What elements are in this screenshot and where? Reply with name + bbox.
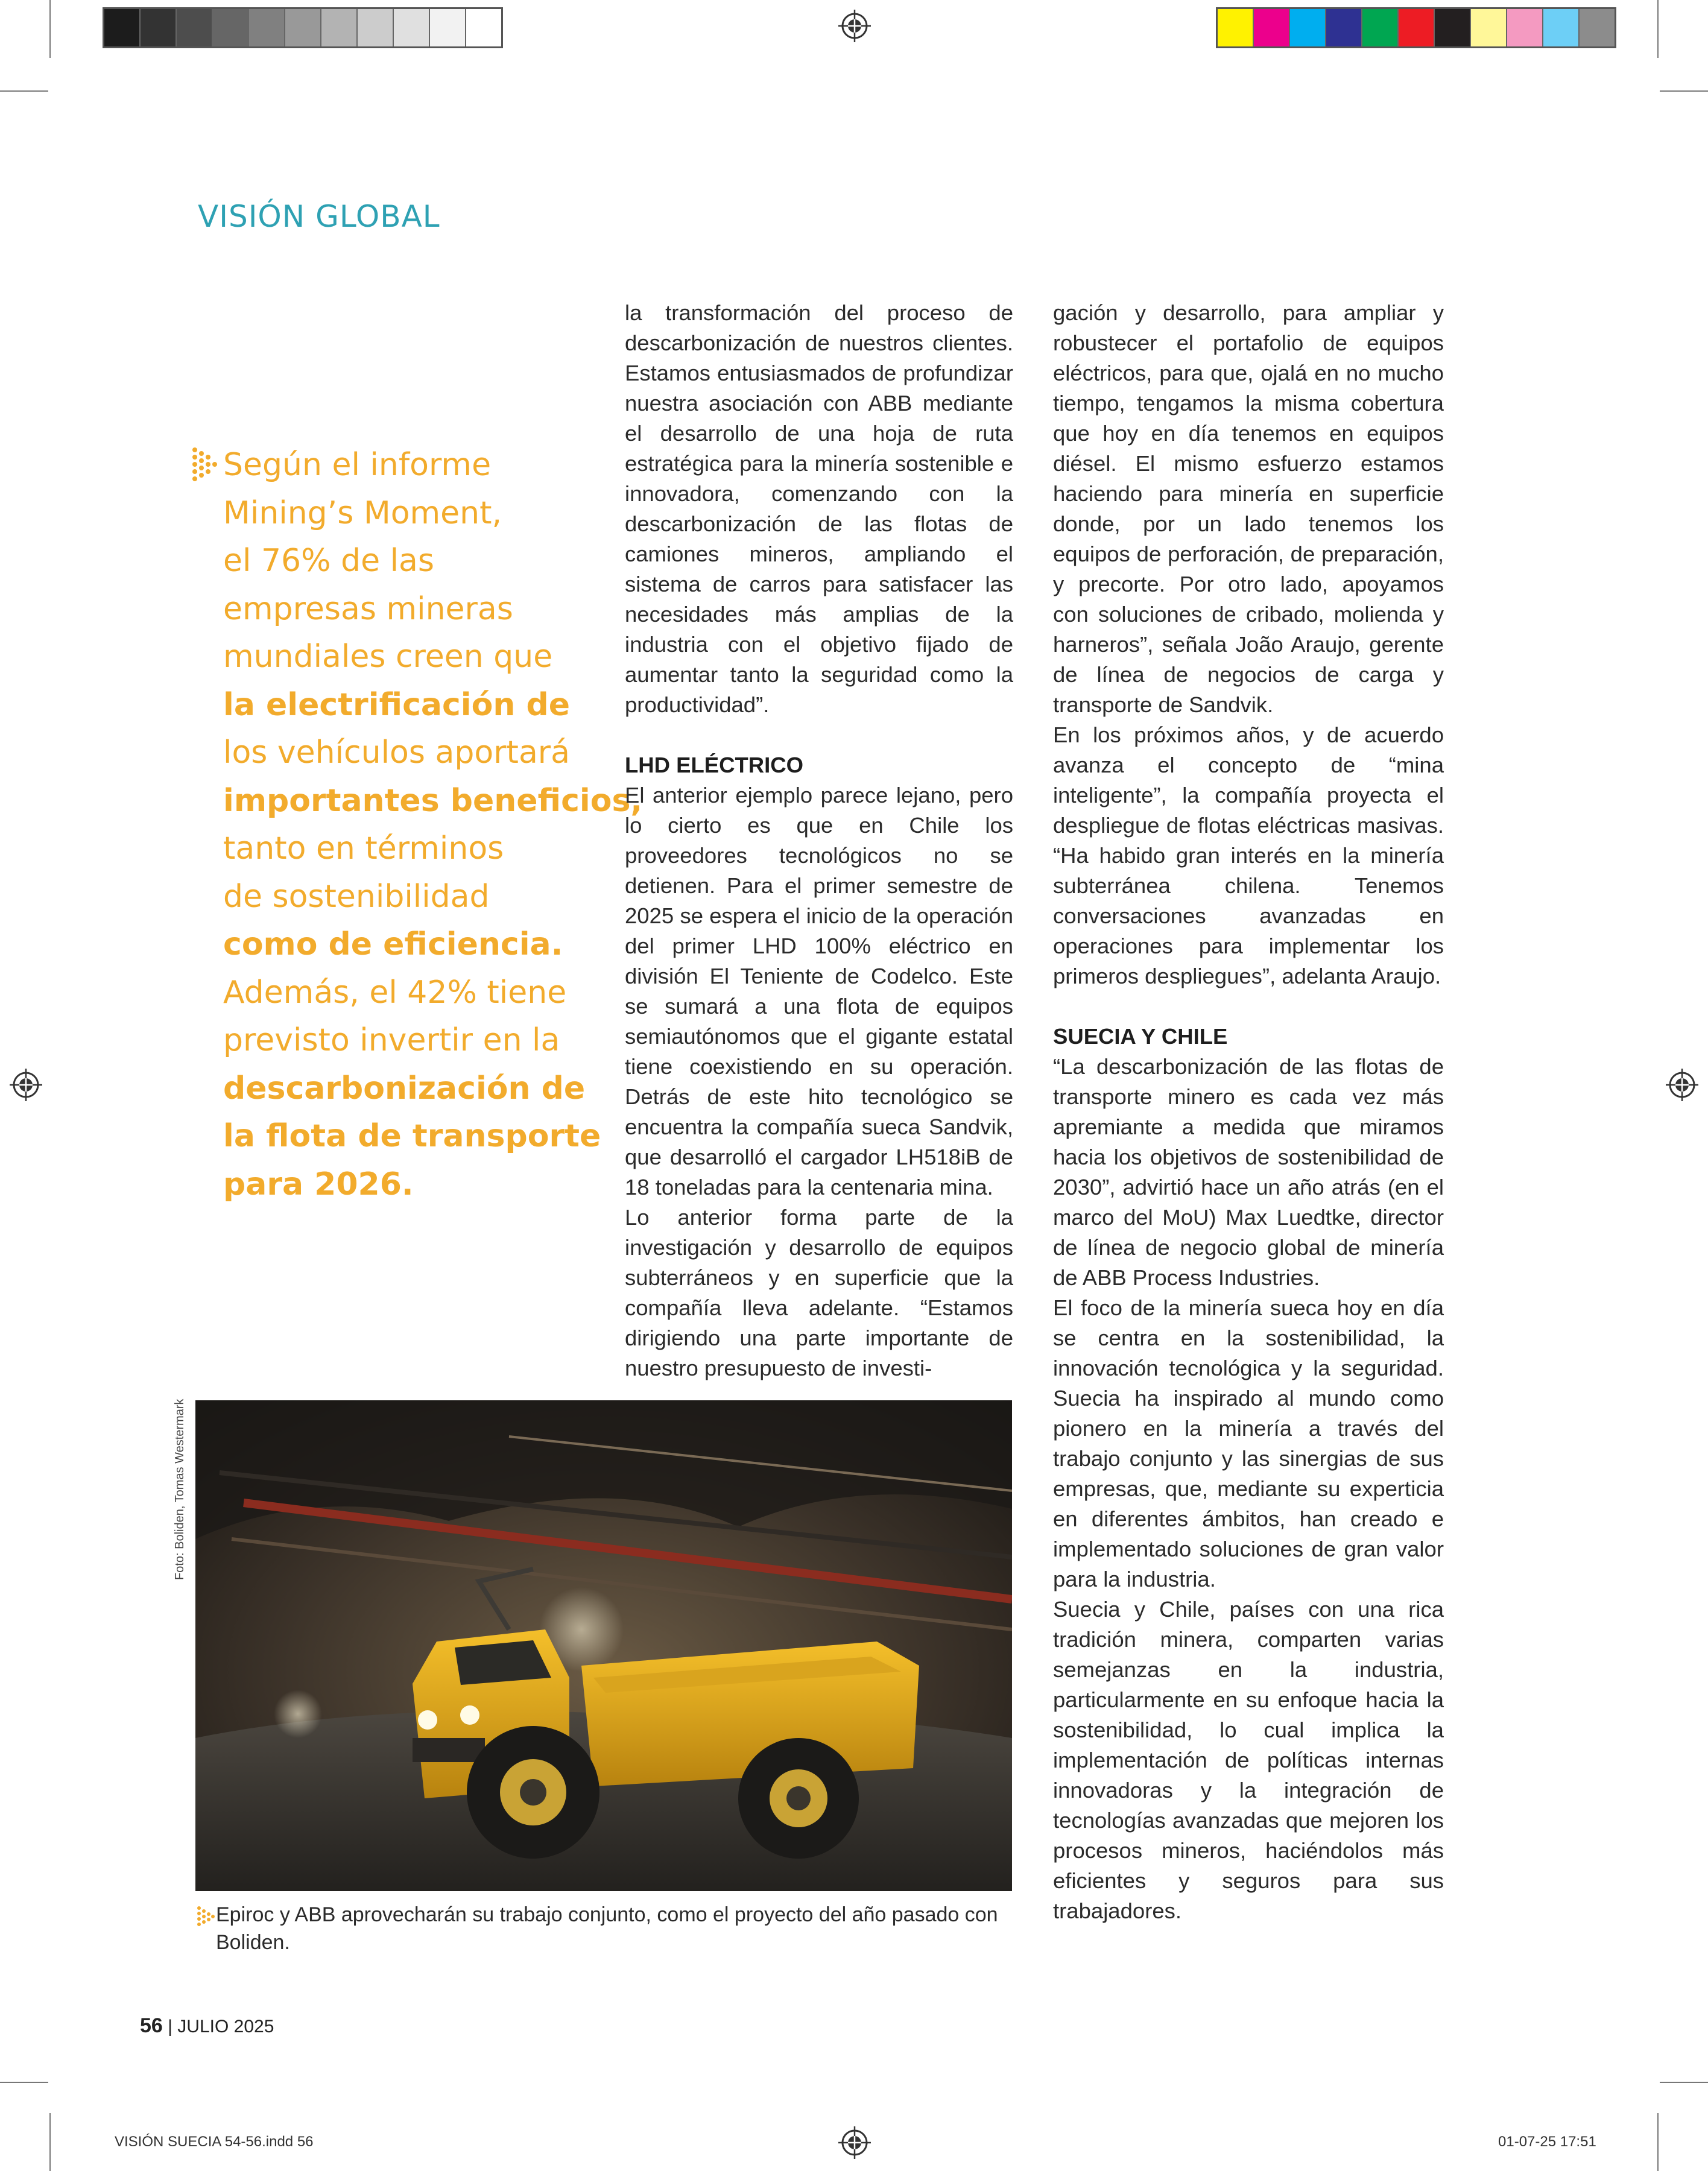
registration-mark-icon	[838, 10, 871, 42]
pull-quote-line: mundiales creen que	[223, 639, 553, 675]
pull-quote-line: Según el informe	[223, 447, 492, 483]
pull-quote-line: Mining’s Moment,	[223, 495, 502, 531]
color-swatch	[1254, 9, 1290, 46]
crop-mark	[0, 2082, 48, 2083]
page-folio	[140, 2014, 274, 2038]
paragraph: Lo anterior forma parte de la investigación y desarrollo de equipos subterráneos y en superficie que la compañía lleva adelante. “Estamos dirigiendo una parte importante de nuestro presupuesto de investi-	[625, 1205, 1013, 1380]
pull-quote-line: tanto en términos	[223, 830, 504, 867]
pull-quote-line: los vehículos aportará	[223, 735, 571, 771]
color-swatch	[1471, 9, 1507, 46]
crop-mark	[1657, 2113, 1659, 2171]
pull-quote-line: empresas mineras	[223, 590, 513, 627]
color-swatch	[1218, 9, 1254, 46]
pull-quote-text	[223, 441, 643, 1209]
mine-truck-photo	[195, 1400, 1012, 1891]
paragraph: “La descarbonización de las flotas de transporte minero es cada vez más apremiante a medida que miramos hacia los objetivos de sostenibilidad de 2030”, advirtió hace un año atrás (en el marco del MoU) Max Luedtke, director de línea de negocio global de minería de ABB Process Industries.	[1053, 1054, 1444, 1290]
gray-swatch	[358, 9, 394, 46]
gray-swatch	[141, 9, 177, 46]
crop-mark	[0, 90, 48, 92]
slug-timestamp: 01-07-25 17:51	[1498, 2134, 1596, 2150]
subheading-lhd-electrico: LHD ELÉCTRICO	[625, 753, 804, 777]
article-column-3	[1053, 298, 1444, 1926]
color-swatch	[1543, 9, 1580, 46]
pull-quote-line: Además, el 42% tiene	[223, 974, 567, 1011]
gray-swatch	[466, 9, 501, 46]
crop-mark	[1660, 2082, 1708, 2083]
crop-mark	[1660, 90, 1708, 92]
pull-quote-line: el 76% de las	[223, 543, 435, 579]
photo-caption: Epiroc y ABB aprovecharán su trabajo conjunto, como el proyecto del año pasado con Boliden.	[216, 1903, 998, 1954]
photo-credit: Foto: Boliden, Tomas Westermark	[173, 1398, 186, 1580]
article-column-2	[625, 298, 1013, 1383]
crop-mark	[1657, 0, 1659, 58]
paragraph: El foco de la minería sueca hoy en día se centra en la sostenibilidad, la innovación tecnológica y la seguridad. Suecia ha inspirado al mundo como pionero en la minería a través del trabajo conjunto y las sinergias de sus empresas, que, mediante su experticia en diferentes ámbitos, han creado e implementado soluciones de gran valor para la industria.	[1053, 1295, 1444, 1591]
pull-quote-line: descarbonización de	[223, 1070, 586, 1107]
pull-quote-line: como de eficiencia.	[223, 926, 563, 962]
underground-truck-illustration	[195, 1400, 1012, 1891]
gray-swatch	[394, 9, 430, 46]
cmyk-color-bar	[1216, 7, 1616, 48]
dotted-arrow-icon	[192, 446, 218, 482]
registration-mark-icon	[1666, 1069, 1698, 1101]
page-number: 56	[140, 2014, 163, 2037]
paragraph: la transformación del proceso de descarbonización de nuestros clientes. Estamos entusiasmados de profundizar nuestra asociación con ABB mediante el desarrollo de una hoja de ruta estratégica para la minería sostenible e innovadora, comenzando con la descarbonización de las flotas de camiones mineros, ampliando el sistema de carros para satisfacer las necesidades más amplias de la industria con el objetivo fijado de aumentar tanto la seguridad como la productividad”.	[625, 300, 1013, 717]
pull-quote-line: la flota de transporte	[223, 1118, 601, 1154]
color-swatch	[1362, 9, 1399, 46]
section-heading: VISIÓN GLOBAL	[198, 199, 440, 234]
color-swatch	[1435, 9, 1471, 46]
gray-swatch	[177, 9, 213, 46]
color-swatch	[1399, 9, 1435, 46]
pull-quote-line: para 2026.	[223, 1166, 414, 1202]
folio-separator: |	[162, 2017, 178, 2037]
paragraph: En los próximos años, y de acuerdo avanza el concepto de “mina inteligente”, la compañía proyecta el despliegue de flotas eléctricas masivas. “Ha habido gran interés en la minería subterránea chilena. Tenemos conversaciones avanzadas en operaciones para implementar los primeros despliegues”, adelanta Araujo.	[1053, 722, 1444, 988]
registration-mark-icon	[838, 2126, 871, 2159]
subheading-suecia-y-chile: SUECIA Y CHILE	[1053, 1024, 1228, 1049]
pull-quote-line: previsto invertir en la	[223, 1022, 560, 1058]
pull-quote-line: importantes beneficios,	[223, 782, 643, 819]
grayscale-color-bar	[103, 7, 503, 48]
paragraph: Suecia y Chile, países con una rica tradición minera, comparten varias semejanzas en la industria, particularmente en su enfoque hacia la sostenibilidad, lo cual implica la implementación de políticas internas innovadoras y la integración de tecnologías avanzadas que mejoren los procesos mineros, haciéndolos más eficientes y seguros para sus trabajadores.	[1053, 1597, 1444, 1923]
gray-swatch	[213, 9, 249, 46]
dotted-arrow-icon	[197, 1906, 215, 1930]
pull-quote-line: de sostenibilidad	[223, 878, 490, 915]
gray-swatch	[321, 9, 358, 46]
color-swatch	[1507, 9, 1543, 46]
paragraph: El anterior ejemplo parece lejano, pero lo cierto es que en Chile los proveedores tecnológicos no se detienen. Para el primer semestre de 2025 se espera el inicio de la operación del primer LHD 100% eléctrico en división El Teniente de Codelco. Este se sumará a una flota de equipos semiautónomos que el gigante estatal tiene coexistiendo en su operación. Detrás de este hito tecnológico se encuentra la compañía sueca Sandvik, que desarrolló el cargador LH518iB de 18 toneladas para la centenaria mina.	[625, 783, 1013, 1199]
gray-swatch	[249, 9, 285, 46]
crop-mark	[49, 0, 51, 58]
gray-swatch	[104, 9, 141, 46]
gray-swatch	[285, 9, 321, 46]
registration-mark-icon	[10, 1069, 42, 1101]
crop-mark	[49, 2113, 51, 2171]
color-swatch	[1290, 9, 1326, 46]
color-swatch	[1326, 9, 1362, 46]
color-swatch	[1580, 9, 1615, 46]
gray-swatch	[430, 9, 466, 46]
paragraph: gación y desarrollo, para ampliar y robustecer el portafolio de equipos eléctricos, para que, ojalá en no mucho tiempo, tengamos la misma cobertura que hoy en día tenemos en equipos diésel. El mismo esfuerzo estamos haciendo para minería en superficie donde, por un lado tenemos los equipos de perforación, de preparación, y precorte. Por otro lado, apoyamos con soluciones de cribado, molienda y harneros”, señala João Araujo, gerente de línea de negocios de carga y transporte de Sandvik.	[1053, 300, 1444, 717]
issue-date: JULIO 2025	[177, 2017, 274, 2037]
pull-quote-line: la electrificación de	[223, 686, 570, 723]
slug-filename: VISIÓN SUECIA 54-56.indd 56	[115, 2134, 314, 2150]
